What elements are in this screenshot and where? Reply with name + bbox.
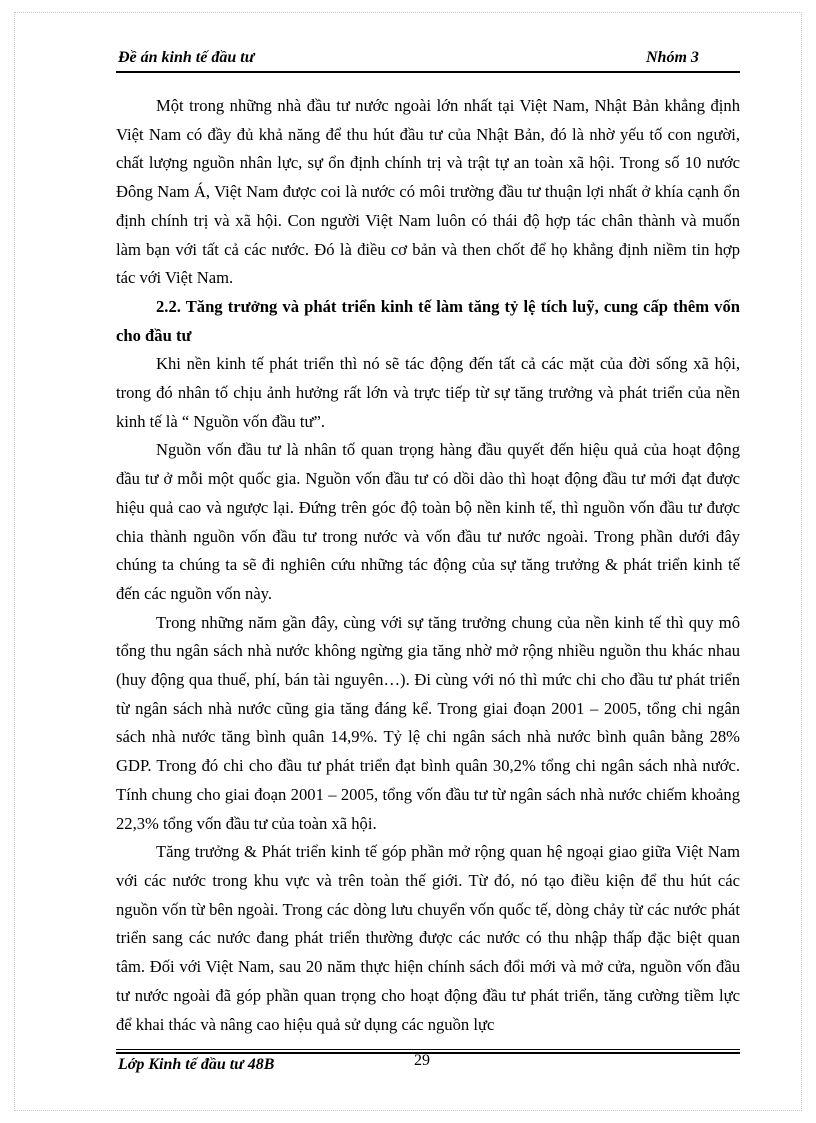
page-header <box>116 47 740 73</box>
document-body <box>116 92 740 1039</box>
page-number: 29 <box>414 1052 430 1069</box>
paragraph-investment-capital: Nguồn vốn đầu tư là nhân tố quan trọng hàng đầu quyết đến hiệu quả của hoạt động đầu tư ở mỗi một quốc gia. Nguồn vốn đầu tư có dồi dào thì hoạt động đầu tư mới đạt được hiệu quả cao và ngược lại. Đứng trên góc độ toàn bộ nền kinh tế, thì nguồn vốn đầu tư được chia thành nguồn vốn đầu tư trong nước và vốn đầu tư nước ngoài. Trong phần dưới đây chúng ta chúng ta sẽ đi nghiên cứu những tác động của sự tăng trưởng & phát triển kinh tế đến các nguồn vốn này. <box>116 440 740 603</box>
paragraph-economic-development: Khi nền kinh tế phát triển thì nó sẽ tác động đến tất cả các mặt của đời sống xã hội, trong đó nhân tố chịu ảnh hưởng rất lớn và trực tiếp từ sự tăng trưởng và phát triển của nền kinh tế là “ Nguồn vốn đầu tư”. <box>116 354 740 431</box>
section-heading-2-2: 2.2. Tăng trưởng và phát triển kinh tế làm tăng tỷ lệ tích luỹ, cung cấp thêm vốn cho đầu tư <box>116 296 740 345</box>
header-rule <box>116 71 740 73</box>
footer-rule-thin <box>116 1049 740 1050</box>
paragraph-japan-investor: Một trong những nhà đầu tư nước ngoài lớn nhất tại Việt Nam, Nhật Bản khẳng định Việt Nam có đầy đủ khả năng để thu hút đầu tư của Nhật Bản, đó là nhờ yếu tố con người, chất lượng nguồn nhân lực, sự ổn định chính trị và trật tự an toàn xã hội. Trong số 10 nước Đông Nam Á, Việt Nam được coi là nước có môi trường đầu tư thuận lợi nhất ở khía cạnh ổn định chính trị và xã hội. Con người Việt Nam luôn có thái độ hợp tác chân thành và muốn làm bạn với tất cả các nước. Đó là điều cơ bản và then chốt để họ khẳng định niềm tin hợp tác với Việt Nam. <box>116 96 740 288</box>
paragraph-state-budget: Trong những năm gần đây, cùng với sự tăng trưởng chung của nền kinh tế thì quy mô tổng thu ngân sách nhà nước không ngừng gia tăng nhờ mở rộng nhiều nguồn thu khác nhau (huy động qua thuế, phí, bán tài nguyên…). Đi cùng với nó thì mức chi cho đầu tư phát triển từ ngân sách nhà nước cũng gia tăng đáng kể. Trong giai đoạn 2001 – 2005, tổng chi ngân sách nhà nước tăng bình quân 14,9%. Tỷ lệ chi ngân sách nhà nước bình quân bằng 28% GDP. Trong đó chi cho đầu tư phát triển đạt bình quân 30,2% tổng chi ngân sách nhà nước. Tính chung cho giai đoạn 2001 – 2005, tổng vốn đầu tư từ ngân sách nhà nước chiếm khoảng 22,3% tổng vốn đầu tư của toàn xã hội. <box>116 612 740 833</box>
page-footer <box>116 1046 740 1086</box>
header-group-name: Nhóm 3 <box>646 49 699 66</box>
header-document-title: Đề án kinh tế đầu tư <box>118 49 255 66</box>
footer-class-name: Lớp Kinh tế đầu tư 48B <box>118 1056 275 1073</box>
paragraph-foreign-relations: Tăng trưởng & Phát triển kinh tế góp phần mở rộng quan hệ ngoại giao giữa Việt Nam với các nước trong khu vực và trên toàn thế giới. Từ đó, nó tạo điều kiện để thu hút các nguồn vốn từ bên ngoài. Trong các dòng lưu chuyển vốn quốc tế, dòng chảy từ các nước phát triển sang các nước đang phát triển thường được các nước có thu nhập thấp đặc biệt quan tâm. Đối với Việt Nam, sau 20 năm thực hiện chính sách đổi mới và mở cửa, nguồn vốn đầu tư nước ngoài đã góp phần quan trọng cho hoạt động đầu tư phát triển, tăng cường tiềm lực để khai thác và nâng cao hiệu quả sử dụng các nguồn lực <box>116 842 740 1034</box>
